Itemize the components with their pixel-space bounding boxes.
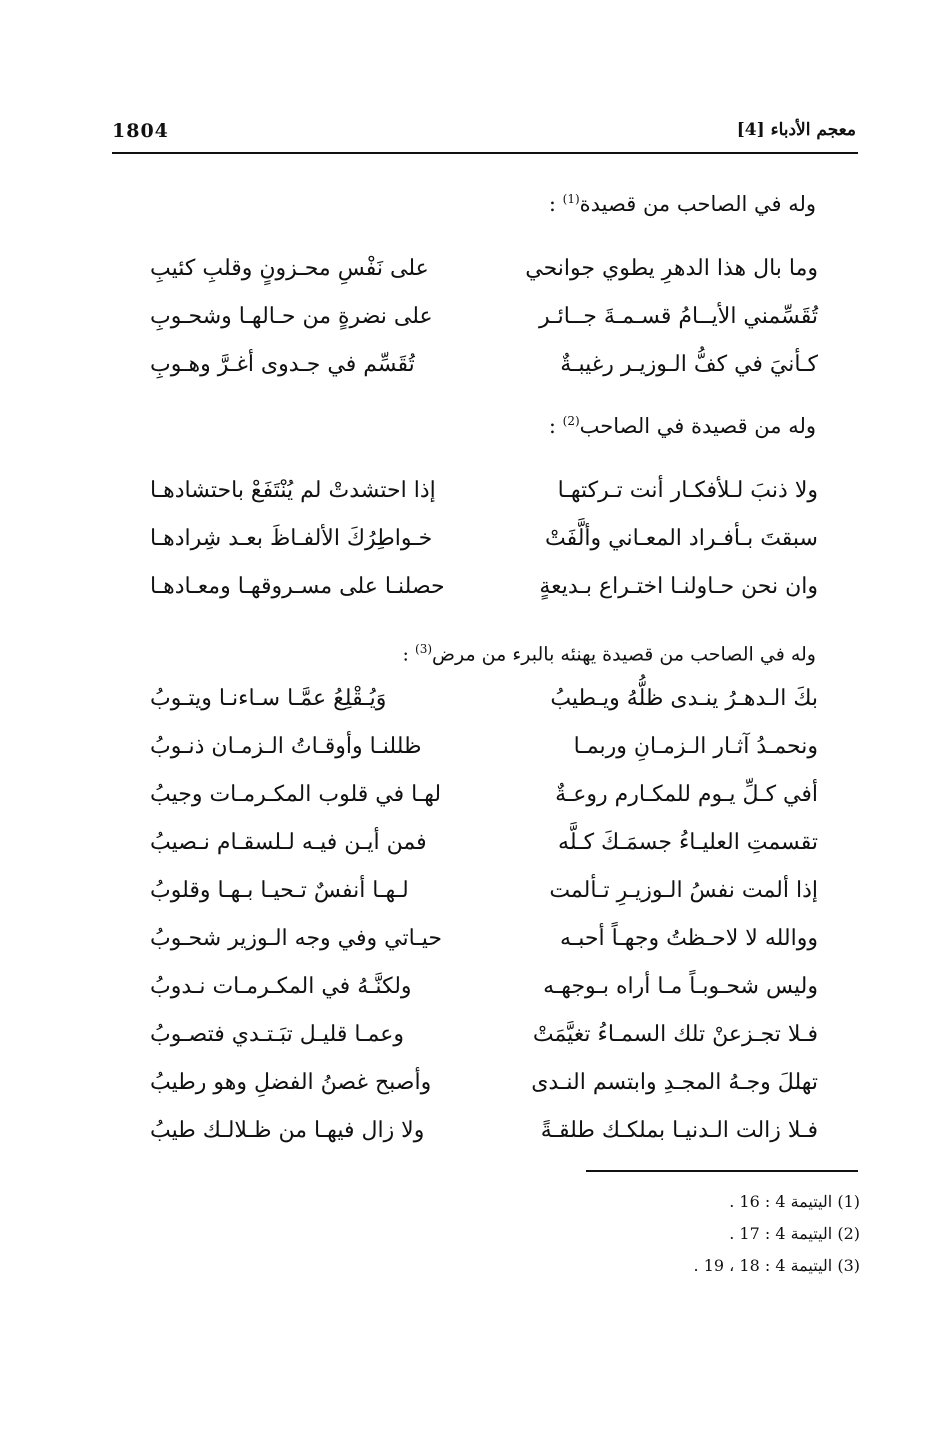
first-hemistich: ولا ذنبَ لـلأفكـار أنت تـركتهـا (557, 478, 818, 503)
poem-block (150, 478, 818, 622)
first-hemistich: بكَ الـدهـرُ ينـدى ظلُّهُ ويـطيبُ (550, 686, 818, 711)
verse-line (150, 974, 818, 1022)
second-hemistich: لهـا في قلوب المكـرمـات وجيبُ (150, 782, 442, 807)
first-hemistich: كـأنيَ في كفُّ الـوزيـر رغيبـةٌ (560, 352, 818, 377)
verse-line (150, 478, 818, 526)
footnote: (3) اليتيمة 4 : 18 ، 19 . (693, 1256, 860, 1275)
second-hemistich: على نَفْسِ محـزونٍ وقلبِ كئيبِ (150, 256, 429, 281)
footnote: (2) اليتيمة 4 : 17 . (729, 1224, 860, 1243)
verse-line (150, 830, 818, 878)
first-hemistich: وليس شحـوبـاً مـا أراه بـوجهـه (543, 974, 818, 999)
second-hemistich: ظللنـا وأوقـاتُ الـزمـان ذنـوبُ (150, 734, 422, 759)
second-hemistich: ولكنَّـهُ في المكـرمـات نـدوبُ (150, 974, 412, 999)
first-hemistich: سبقتَ بـأفـراد المعـاني وألَّفَتْ (545, 526, 818, 551)
second-hemistich: إذا احتشدتْ لم يُنْتَفَعْ باحتشادهـا (150, 478, 436, 503)
poem-block (150, 256, 818, 400)
verse-line (150, 686, 818, 734)
book-title: معجم الأدباء [4] (736, 120, 856, 140)
second-hemistich: تُقَسِّم في جـدوى أغـرَّ وهـوبِ (150, 352, 415, 377)
verse-line (150, 926, 818, 974)
verse-line (150, 256, 818, 304)
second-hemistich: فمن أيـن فيـه لـلسقـام نـصيبُ (150, 830, 427, 855)
section-intro: وله في الصاحب من قصيدة$^{(1)}$ : (548, 192, 816, 216)
section-intro: وله من قصيدة في الصاحب$^{(2)}$ : (548, 414, 816, 438)
footnotes (694, 1192, 860, 1288)
first-hemistich: أفي كـلِّ يـوم للمكـارم روعـةٌ (555, 782, 818, 807)
first-hemistich: وما بال هذا الدهرِ يطوي جوانحي (525, 256, 818, 281)
second-hemistich: وعمـا قليـل تبَـتـدي فتصـوبُ (150, 1022, 404, 1047)
first-hemistich: تهللَ وجـهُ المجـدِ وابتسم النـدى (531, 1070, 818, 1095)
header-divider (112, 152, 858, 154)
footnote-ref: (3) (415, 642, 433, 656)
section-intro: وله في الصاحب من قصيدة يهنئه بالبرء من مرض$^{(3)}$ : (402, 642, 816, 666)
footnote-ref: (1) (562, 192, 580, 206)
verse-line (150, 878, 818, 926)
verse-line (150, 1070, 818, 1118)
verse-line (150, 734, 818, 782)
verse-line (150, 1118, 818, 1166)
second-hemistich: وَيُـقْلِعُ عمَّـا سـاءنـا ويتـوبُ (150, 686, 387, 711)
second-hemistich: حيـاتي وفي وجه الـوزير شحـوبُ (150, 926, 442, 951)
verse-line (150, 304, 818, 352)
second-hemistich: ولا زال فيهـا من ظـلالـك طيبُ (150, 1118, 425, 1143)
second-hemistich: حصلنـا على مسـروقهـا ومعـادهـا (150, 574, 445, 599)
first-hemistich: فـلا تجـزعنْ تلك السمـاءُ تغيَّمَتْ (532, 1022, 818, 1047)
footnote-divider (586, 1170, 858, 1172)
footnote-ref: (2) (562, 414, 580, 428)
first-hemistich: ووالله لا لاحـظتُ وجهـاً أحبـه (559, 926, 818, 951)
poem-block (150, 686, 818, 1166)
first-hemistich: فـلا زالت الـدنيـا بملكـك طلقـةً (540, 1118, 818, 1143)
second-hemistich: على نضرةٍ من حـالهـا وشحـوبِ (150, 304, 433, 329)
second-hemistich: لـهـا أنفسٌ تـحيـا بـهـا وقلوبُ (150, 878, 409, 903)
page-header (112, 116, 856, 148)
footnote: (1) اليتيمة 4 : 16 . (729, 1192, 860, 1211)
verse-line (150, 574, 818, 622)
verse-line (150, 526, 818, 574)
second-hemistich: وأصبح غصنُ الفضلِ وهو رطيبُ (150, 1070, 432, 1095)
first-hemistich: إذا ألمت نفسُ الـوزيـرِ تـألمت (549, 878, 818, 903)
second-hemistich: خـواطِرُكَ الألفـاظَ بعـد شِرادهـا (150, 526, 433, 551)
verse-line (150, 1022, 818, 1070)
first-hemistich: تقسمتِ العليـاءُ جسمَـكَ كـلَّه (558, 830, 818, 855)
page-number: 1804 (112, 120, 169, 142)
first-hemistich: تُقَسِّمني الأيــامُ قسـمـةَ جــائـر (539, 304, 818, 329)
first-hemistich: ونحمـدُ آثـار الـزمـانِ وربمـا (573, 734, 818, 759)
first-hemistich: وان نحن حـاولنـا اختـراع بـديعةٍ (539, 574, 818, 599)
verse-line (150, 782, 818, 830)
verse-line (150, 352, 818, 400)
